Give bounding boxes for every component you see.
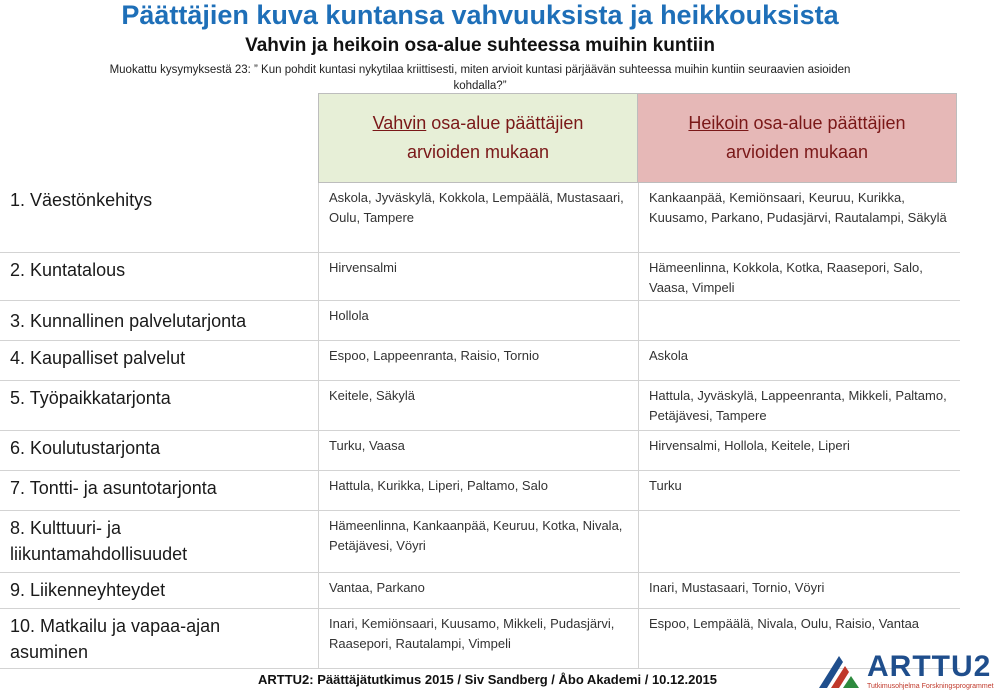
strongest-header-text-2: arvioiden mukaan: [406, 142, 550, 162]
arttu2-logo-text: ARTTU2: [867, 650, 992, 683]
arttu2-logo-mark-icon: [815, 652, 863, 692]
weakest-municipalities: Hämeenlinna, Kokkola, Kotka, Raasepori, Salo, Vaasa, Vimpeli: [638, 253, 960, 301]
weakest-municipalities: [638, 511, 960, 573]
arttu2-logo-subtitle: Tutkimusohjelma Forskningsprogrammet: [867, 683, 994, 690]
area-label: 4. Kaupalliset palvelut: [0, 341, 318, 381]
table-row: [0, 511, 960, 573]
arttu2-logo: [815, 650, 994, 694]
survey-question: [65, 62, 895, 94]
page-title: Päättäjien kuva kuntansa vahvuuksista ja heikkouksista: [121, 0, 839, 30]
table-row: [0, 573, 960, 609]
header-blank-cell: [0, 93, 318, 183]
strongest-municipalities: Turku, Vaasa: [318, 431, 638, 471]
survey-question-line-2: kohdalla?”: [453, 80, 507, 92]
weakest-municipalities: Inari, Mustasaari, Tornio, Vöyri: [638, 573, 960, 609]
weakest-header-text-1: osa-alue päättäjien: [748, 113, 906, 133]
strongest-area-header: [318, 93, 638, 183]
strongest-municipalities: Vantaa, Parkano: [318, 573, 638, 609]
strongest-keyword: Vahvin: [372, 113, 427, 133]
weakest-municipalities: Hirvensalmi, Hollola, Keitele, Liperi: [638, 431, 960, 471]
weakest-area-header: [637, 93, 957, 183]
strongest-municipalities: Espoo, Lappeenranta, Raisio, Tornio: [318, 341, 638, 381]
strongest-header-text-1: osa-alue päättäjien: [426, 113, 584, 133]
table-row: [0, 341, 960, 381]
table-row: [0, 431, 960, 471]
table-row: [0, 381, 960, 431]
weakest-municipalities: Kankaanpää, Kemiönsaari, Keuruu, Kurikka, Kuusamo, Parkano, Pudasjärvi, Rautalampi, Säkylä: [638, 183, 960, 253]
area-label: 3. Kunnallinen palvelutarjonta: [0, 301, 318, 341]
survey-question-line-1: Muokattu kysymyksestä 23: ” Kun pohdit kuntasi nykytilaa kriittisesti, miten arvioit kuntasi pärjäävän suhteessa muihin kuntiin seuraavien asioiden: [109, 64, 851, 76]
strongest-municipalities: Hämeenlinna, Kankaanpää, Keuruu, Kotka, Nivala, Petäjävesi, Vöyri: [318, 511, 638, 573]
page-subtitle: Vahvin ja heikoin osa-alue suhteessa muihin kuntiin: [245, 35, 715, 56]
area-label: 2. Kuntatalous: [0, 253, 318, 301]
area-label: 10. Matkailu ja vapaa-ajan asuminen: [0, 609, 318, 669]
weakest-municipalities: Askola: [638, 341, 960, 381]
strongest-municipalities: Hattula, Kurikka, Liperi, Paltamo, Salo: [318, 471, 638, 511]
table-row: [0, 301, 960, 341]
table-row: [0, 183, 960, 253]
area-label: 1. Väestönkehitys: [0, 183, 318, 253]
strongest-municipalities: Hirvensalmi: [318, 253, 638, 301]
weakest-municipalities: Turku: [638, 471, 960, 511]
area-label: 6. Koulutustarjonta: [0, 431, 318, 471]
weakest-municipalities: Espoo, Lempäälä, Nivala, Oulu, Raisio, Vantaa: [638, 609, 960, 669]
area-label: 7. Tontti- ja asuntotarjonta: [0, 471, 318, 511]
table-row: [0, 253, 960, 301]
strongest-municipalities: Keitele, Säkylä: [318, 381, 638, 431]
weakest-keyword: Heikoin: [688, 113, 749, 133]
weakest-municipalities: [638, 301, 960, 341]
strongest-municipalities: Hollola: [318, 301, 638, 341]
strongest-municipalities: Askola, Jyväskylä, Kokkola, Lempäälä, Mustasaari, Oulu, Tampere: [318, 183, 638, 253]
footer-credit: ARTTU2: Päättäjätutkimus 2015 / Siv Sandberg / Åbo Akademi / 10.12.2015: [258, 672, 718, 687]
area-label: 5. Työpaikkatarjonta: [0, 381, 318, 431]
area-label: 8. Kulttuuri- ja liikuntamahdollisuudet: [0, 511, 318, 573]
table-row: [0, 471, 960, 511]
weakest-header-text-2: arvioiden mukaan: [725, 142, 869, 162]
weakest-municipalities: Hattula, Jyväskylä, Lappeenranta, Mikkeli, Paltamo, Petäjävesi, Tampere: [638, 381, 960, 431]
strongest-municipalities: Inari, Kemiönsaari, Kuusamo, Mikkeli, Pudasjärvi, Raasepori, Rautalampi, Vimpeli: [318, 609, 638, 669]
area-label: 9. Liikenneyhteydet: [0, 573, 318, 609]
